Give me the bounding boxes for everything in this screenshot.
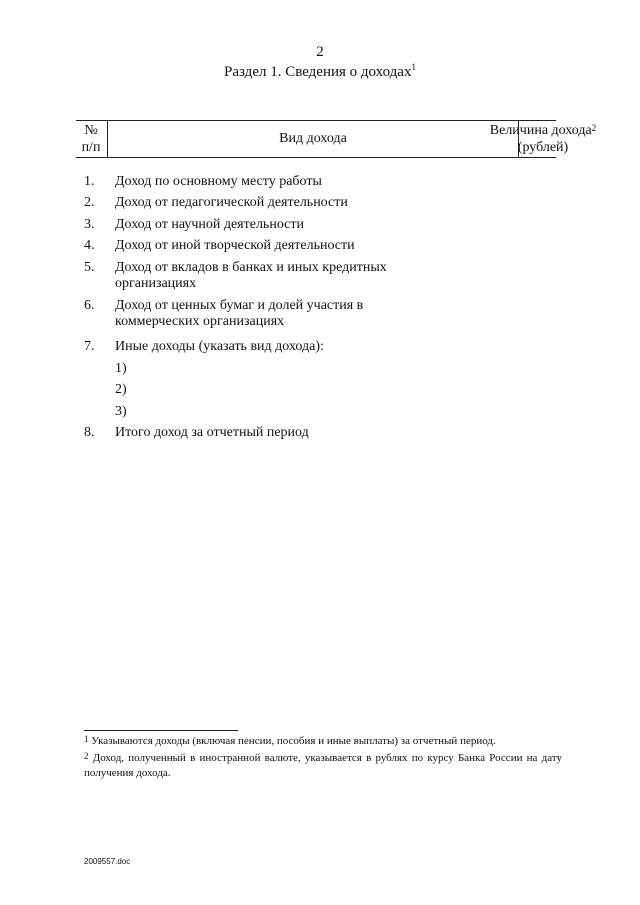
footnote-separator bbox=[84, 730, 238, 731]
header-amount-line2: (рублей) bbox=[517, 140, 569, 155]
other-income-subitem: 3) bbox=[115, 404, 127, 419]
item-number: 5. bbox=[84, 260, 95, 275]
other-income-subitem: 2) bbox=[115, 382, 127, 397]
footnote-2-mark: 2 bbox=[84, 751, 89, 761]
header-amount-column bbox=[448, 122, 638, 156]
page-number: 2 bbox=[316, 44, 324, 60]
item-number: 7. bbox=[84, 339, 95, 354]
footnote-1-text: Указываются доходы (включая пенсии, пособия и иные выплаты) за отчетный период. bbox=[91, 735, 496, 747]
header-number-line1: № bbox=[84, 123, 98, 138]
item-text: Иные доходы (указать вид дохода): bbox=[115, 339, 324, 354]
header-amount-footnote-mark: 2 bbox=[591, 123, 597, 133]
footer-filename: 2009557.doc bbox=[84, 857, 131, 866]
item-number: 2. bbox=[84, 195, 95, 210]
item-text: Доход по основному месту работы bbox=[115, 174, 322, 189]
item-text bbox=[115, 298, 415, 330]
header-amount-line1: Величина дохода bbox=[489, 123, 592, 138]
footnote-1-mark: 1 bbox=[84, 734, 89, 744]
item-text-line: Доход от вкладов в банках и иных кредитных bbox=[115, 260, 387, 275]
item-text-line: организациях bbox=[115, 276, 197, 291]
item-text-line: Доход от ценных бумаг и долей участия в bbox=[115, 298, 364, 313]
section-title bbox=[0, 64, 640, 81]
footnote-2 bbox=[84, 751, 562, 781]
income-table-header bbox=[76, 120, 597, 158]
item-number: 6. bbox=[84, 298, 95, 313]
footnote-1 bbox=[84, 734, 574, 748]
item-number: 8. bbox=[84, 425, 95, 440]
item-number: 3. bbox=[84, 217, 95, 232]
other-income-subitem: 1) bbox=[115, 361, 127, 376]
item-number: 1. bbox=[84, 174, 95, 189]
header-income-type: Вид дохода bbox=[279, 131, 347, 146]
item-text bbox=[115, 260, 415, 292]
header-number-column bbox=[76, 122, 106, 156]
item-text: Доход от научной деятельности bbox=[115, 217, 304, 232]
item-number: 4. bbox=[84, 238, 95, 253]
item-text: Доход от педагогической деятельности bbox=[115, 195, 348, 210]
footnote-2-text: Доход, полученный в иностранной валюте, указывается в рублях по курсу Банка России на дату получения дохода. bbox=[84, 752, 562, 779]
header-number-line2: п/п bbox=[81, 140, 101, 155]
item-text: Итого доход за отчетный период bbox=[115, 425, 309, 440]
section-title-text: Раздел 1. Сведения о доходах bbox=[224, 64, 412, 80]
section-title-footnote-mark: 1 bbox=[411, 62, 416, 72]
item-text: Доход от иной творческой деятельности bbox=[115, 238, 355, 253]
item-text-line: коммерческих организациях bbox=[115, 314, 285, 329]
